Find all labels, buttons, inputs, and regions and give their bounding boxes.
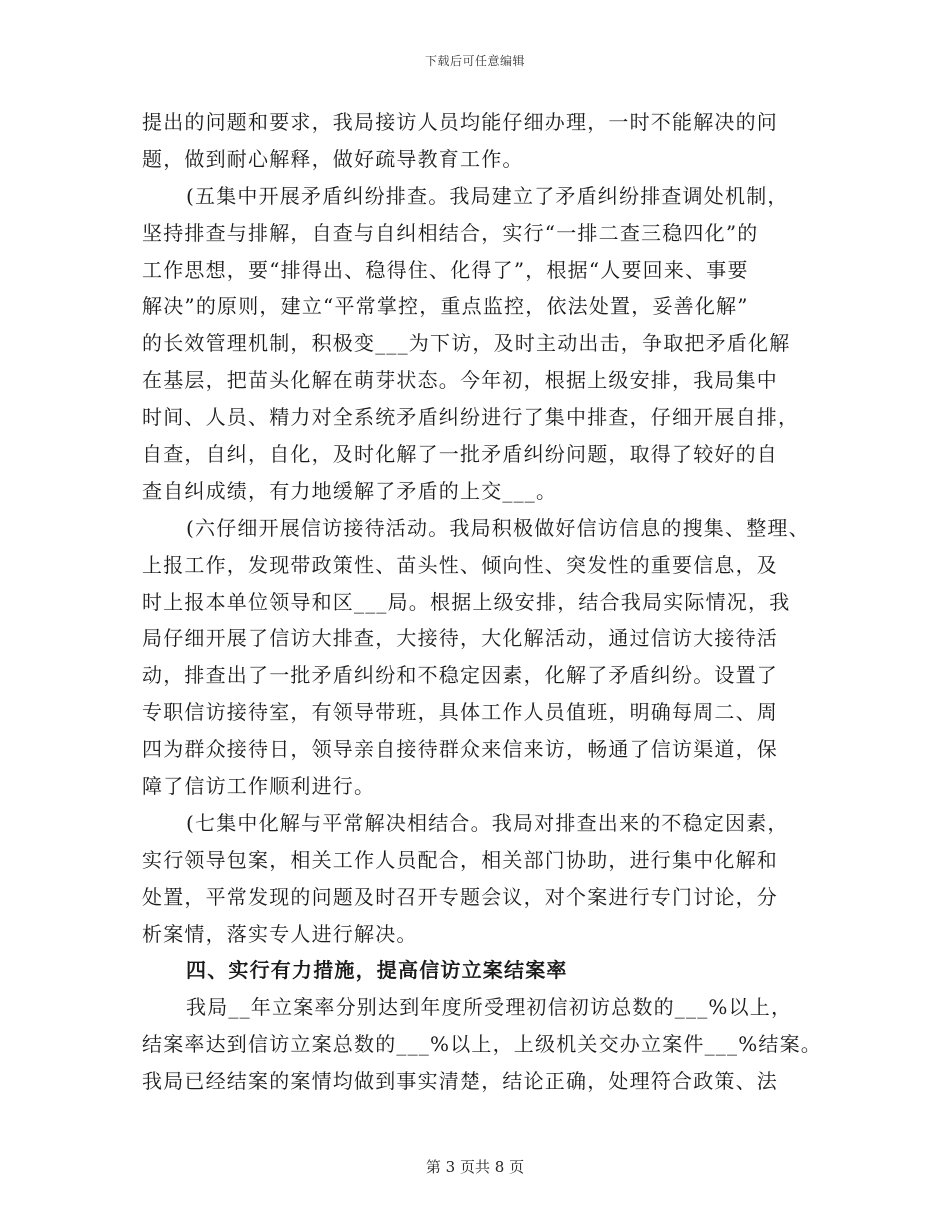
text-line: 专职信访接待室，有领导带班，具体工作人员值班，明确每周二、周 <box>142 700 778 725</box>
text-line: 四为群众接待日，领导亲自接待群众来信来访，畅通了信访渠道，保 <box>142 737 778 762</box>
text-line: 坚持排查与排解，自查与自纠相结合，实行“一排二查三稳四化”的 <box>142 220 759 245</box>
text-line: 工作思想，要“排得出、稳得住、化得了”，根据“人要回来、事要 <box>142 257 749 282</box>
text-line: 查自纠成绩，有力地缓解了矛盾的上交___。 <box>142 478 558 503</box>
text-line: 障了信访工作顺利进行。 <box>142 774 376 799</box>
text-line: 我局已经结案的案情均做到事实清楚，结论正确，处理符合政策、法 <box>142 1069 778 1094</box>
section-heading: 四、实行有力措施，提高信访立案结案率 <box>186 958 568 983</box>
text-line: (六仔细开展信访接待活动。我局积极做好信访信息的搜集、整理、 <box>186 515 810 540</box>
text-line: 自查，自纠，自化，及时化解了一批矛盾纠纷问题，取得了较好的自 <box>142 442 778 467</box>
text-line: 的长效管理机制，积极变___为下访，及时主动出击，争取把矛盾化解 <box>142 331 791 356</box>
page-header: 下载后可任意编辑 <box>424 54 525 68</box>
text-line: 动，排查出了一批矛盾纠纷和不稳定因素，化解了矛盾纠纷。设置了 <box>142 663 778 688</box>
text-line: 我局__年立案率分别达到年度所受理初信初访总数的___%以上， <box>186 995 793 1020</box>
document-body <box>142 104 832 1100</box>
text-line: 解决”的原则，建立“平常掌控，重点监控，依法处置，妥善化解” <box>142 294 749 319</box>
text-line: 结案率达到信访立案总数的___%以上，上级机关交办立案件___%结案。 <box>142 1032 823 1057</box>
text-line: (七集中化解与平常解决相结合。我局对排查出来的不稳定因素， <box>186 810 789 835</box>
text-line: 处置，平常发现的问题及时召开专题会议，对个案进行专门讨论，分 <box>142 884 778 909</box>
text-line: 上报工作，发现带政策性、苗头性、倾向性、突发性的重要信息，及 <box>142 552 778 577</box>
text-line: 析案情，落实专人进行解决。 <box>142 921 418 946</box>
text-line: (五集中开展矛盾纠纷排查。我局建立了矛盾纠纷排查调处机制， <box>186 183 789 208</box>
text-line: 实行领导包案，相关工作人员配合，相关部门协助，进行集中化解和 <box>142 847 778 872</box>
text-line: 时间、人员、精力对全系统矛盾纠纷进行了集中排查，仔细开展自排， <box>142 405 800 430</box>
text-line: 时上报本单位领导和区___局。根据上级安排，结合我局实际情况，我 <box>142 589 791 614</box>
text-line: 提出的问题和要求，我局接访人员均能仔细办理，一时不能解决的问 <box>142 110 778 134</box>
text-line: 在基层，把苗头化解在萌芽状态。今年初，根据上级安排，我局集中 <box>142 368 778 393</box>
page-footer: 第 3 页共 8 页 <box>425 1158 525 1176</box>
text-line: 局仔细开展了信访大排查，大接待，大化解活动，通过信访大接待活 <box>142 626 778 651</box>
text-line: 题，做到耐心解释，做好疏导教育工作。 <box>142 146 524 171</box>
